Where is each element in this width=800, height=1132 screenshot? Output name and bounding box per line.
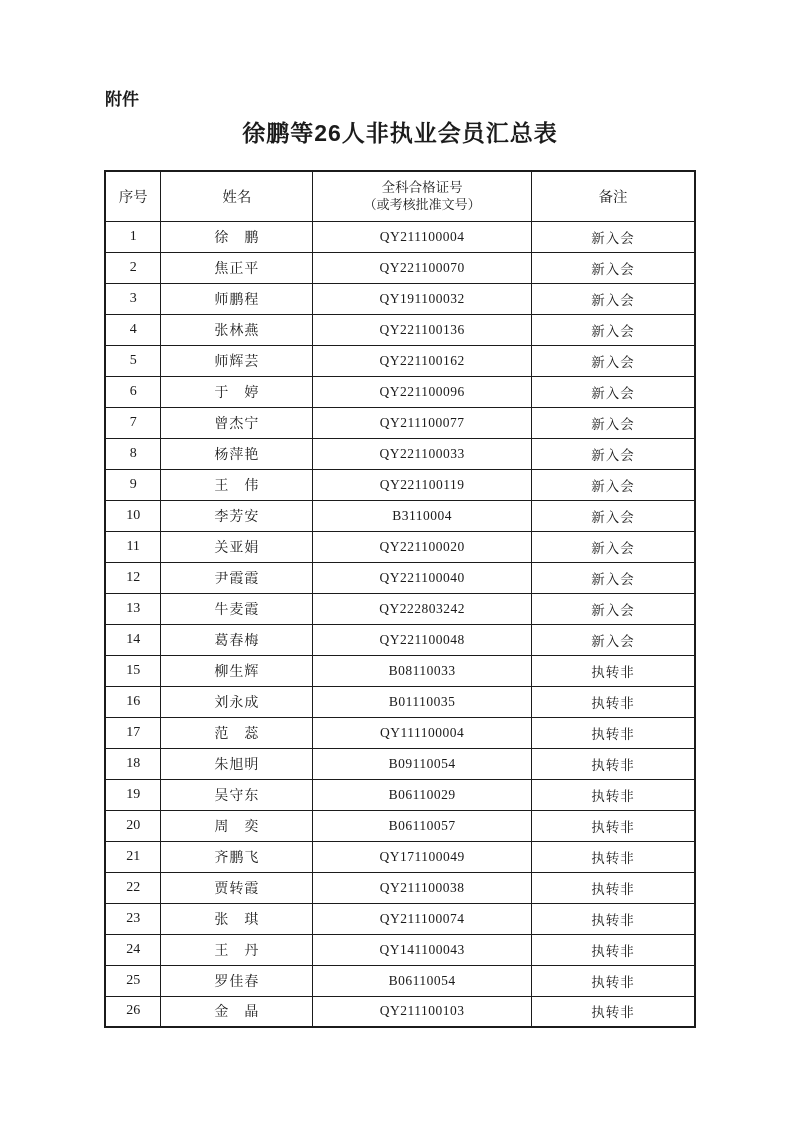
row-index-cell: 4: [105, 314, 161, 345]
member-name-cell: 王 丹: [161, 934, 313, 965]
certificate-number-cell: QY211100004: [313, 221, 532, 252]
row-index-cell: 5: [105, 345, 161, 376]
member-name-cell: 师辉芸: [161, 345, 313, 376]
table-row: [105, 345, 695, 376]
table-row: [105, 469, 695, 500]
member-name-cell: 葛春梅: [161, 624, 313, 655]
table-row: [105, 841, 695, 872]
member-name-cell: 贾转霞: [161, 872, 313, 903]
member-name-cell: 金 晶: [161, 996, 313, 1027]
table-row: [105, 593, 695, 624]
member-name-cell: 牛麦霞: [161, 593, 313, 624]
member-name-cell: 罗佳春: [161, 965, 313, 996]
attachment-label: 附件: [105, 90, 139, 109]
certificate-number-cell: QY211100103: [313, 996, 532, 1027]
remark-cell: 新入会: [531, 562, 695, 593]
remark-cell: 执转非: [531, 903, 695, 934]
header-row: [105, 171, 695, 221]
member-table-head: [105, 171, 695, 221]
remark-cell: 执转非: [531, 717, 695, 748]
remark-cell: 执转非: [531, 872, 695, 903]
certificate-number-cell: QY221100040: [313, 562, 532, 593]
row-index-cell: 17: [105, 717, 161, 748]
member-name-cell: 张林燕: [161, 314, 313, 345]
member-name-cell: 柳生辉: [161, 655, 313, 686]
row-index-cell: 16: [105, 686, 161, 717]
header-cert: [313, 171, 532, 221]
remark-cell: 新入会: [531, 314, 695, 345]
member-name-cell: 齐鹏飞: [161, 841, 313, 872]
member-name-cell: 杨萍艳: [161, 438, 313, 469]
remark-cell: 执转非: [531, 934, 695, 965]
remark-cell: 新入会: [531, 531, 695, 562]
row-index-cell: 2: [105, 252, 161, 283]
table-row: [105, 252, 695, 283]
certificate-number-cell: QY191100032: [313, 283, 532, 314]
certificate-number-cell: QY141100043: [313, 934, 532, 965]
row-index-cell: 9: [105, 469, 161, 500]
row-index-cell: 7: [105, 407, 161, 438]
table-row: [105, 438, 695, 469]
remark-cell: 新入会: [531, 221, 695, 252]
row-index-cell: 10: [105, 500, 161, 531]
row-index-cell: 11: [105, 531, 161, 562]
page-title: 徐鹏等26人非执业会员汇总表: [242, 120, 558, 146]
certificate-number-cell: B06110054: [313, 965, 532, 996]
row-index-cell: 22: [105, 872, 161, 903]
row-index-cell: 20: [105, 810, 161, 841]
row-index-cell: 18: [105, 748, 161, 779]
member-name-cell: 周 奕: [161, 810, 313, 841]
header-remark: 备注: [531, 171, 695, 221]
member-table-body: [105, 221, 695, 1027]
remark-cell: 执转非: [531, 779, 695, 810]
row-index-cell: 13: [105, 593, 161, 624]
row-index-cell: 21: [105, 841, 161, 872]
table-row: [105, 283, 695, 314]
header-name: 姓名: [161, 171, 313, 221]
certificate-number-cell: QY221100162: [313, 345, 532, 376]
row-index-cell: 24: [105, 934, 161, 965]
remark-cell: 新入会: [531, 376, 695, 407]
table-row: [105, 376, 695, 407]
certificate-number-cell: B3110004: [313, 500, 532, 531]
remark-cell: 执转非: [531, 686, 695, 717]
remark-cell: 执转非: [531, 996, 695, 1027]
row-index-cell: 1: [105, 221, 161, 252]
remark-cell: 执转非: [531, 748, 695, 779]
certificate-number-cell: QY222803242: [313, 593, 532, 624]
certificate-number-cell: QY221100119: [313, 469, 532, 500]
table-row: [105, 779, 695, 810]
member-name-cell: 尹霞霞: [161, 562, 313, 593]
table-row: [105, 655, 695, 686]
remark-cell: 新入会: [531, 469, 695, 500]
member-name-cell: 师鹏程: [161, 283, 313, 314]
remark-cell: 新入会: [531, 407, 695, 438]
certificate-number-cell: QY221100136: [313, 314, 532, 345]
row-index-cell: 12: [105, 562, 161, 593]
certificate-number-cell: QY211100074: [313, 903, 532, 934]
table-row: [105, 903, 695, 934]
table-row: [105, 965, 695, 996]
table-row: [105, 314, 695, 345]
row-index-cell: 25: [105, 965, 161, 996]
certificate-number-cell: QY221100048: [313, 624, 532, 655]
member-name-cell: 徐 鹏: [161, 221, 313, 252]
member-name-cell: 刘永成: [161, 686, 313, 717]
table-row: [105, 624, 695, 655]
row-index-cell: 8: [105, 438, 161, 469]
certificate-number-cell: B06110029: [313, 779, 532, 810]
remark-cell: 执转非: [531, 841, 695, 872]
certificate-number-cell: QY221100070: [313, 252, 532, 283]
row-index-cell: 19: [105, 779, 161, 810]
remark-cell: 新入会: [531, 252, 695, 283]
header-index: 序号: [105, 171, 161, 221]
remark-cell: 执转非: [531, 965, 695, 996]
certificate-number-cell: B01110035: [313, 686, 532, 717]
remark-cell: 执转非: [531, 810, 695, 841]
member-name-cell: 曾杰宁: [161, 407, 313, 438]
member-name-cell: 关亚娟: [161, 531, 313, 562]
member-name-cell: 焦正平: [161, 252, 313, 283]
table-row: [105, 531, 695, 562]
table-row: [105, 872, 695, 903]
remark-cell: 新入会: [531, 438, 695, 469]
row-index-cell: 15: [105, 655, 161, 686]
row-index-cell: 23: [105, 903, 161, 934]
member-table: [104, 170, 696, 1028]
table-row: [105, 500, 695, 531]
certificate-number-cell: QY221100096: [313, 376, 532, 407]
certificate-number-cell: QY221100033: [313, 438, 532, 469]
member-name-cell: 王 伟: [161, 469, 313, 500]
remark-cell: 新入会: [531, 624, 695, 655]
certificate-number-cell: QY111100004: [313, 717, 532, 748]
table-row: [105, 748, 695, 779]
member-name-cell: 于 婷: [161, 376, 313, 407]
table-row: [105, 407, 695, 438]
certificate-number-cell: B08110033: [313, 655, 532, 686]
certificate-number-cell: QY211100038: [313, 872, 532, 903]
table-row: [105, 717, 695, 748]
row-index-cell: 26: [105, 996, 161, 1027]
table-row: [105, 996, 695, 1027]
row-index-cell: 6: [105, 376, 161, 407]
remark-cell: 执转非: [531, 655, 695, 686]
certificate-number-cell: B06110057: [313, 810, 532, 841]
table-row: [105, 934, 695, 965]
certificate-number-cell: QY221100020: [313, 531, 532, 562]
remark-cell: 新入会: [531, 283, 695, 314]
row-index-cell: 3: [105, 283, 161, 314]
member-name-cell: 朱旭明: [161, 748, 313, 779]
table-row: [105, 810, 695, 841]
header-cert-line2: （或考核批准文号）: [363, 197, 481, 213]
table-row: [105, 686, 695, 717]
remark-cell: 新入会: [531, 345, 695, 376]
certificate-number-cell: QY171100049: [313, 841, 532, 872]
remark-cell: 新入会: [531, 593, 695, 624]
member-name-cell: 吴守东: [161, 779, 313, 810]
header-cert-line1: 全科合格证号: [381, 180, 463, 196]
row-index-cell: 14: [105, 624, 161, 655]
table-row: [105, 562, 695, 593]
member-name-cell: 范 蕊: [161, 717, 313, 748]
remark-cell: 新入会: [531, 500, 695, 531]
member-name-cell: 张 琪: [161, 903, 313, 934]
certificate-number-cell: B09110054: [313, 748, 532, 779]
table-row: [105, 221, 695, 252]
member-name-cell: 李芳安: [161, 500, 313, 531]
certificate-number-cell: QY211100077: [313, 407, 532, 438]
